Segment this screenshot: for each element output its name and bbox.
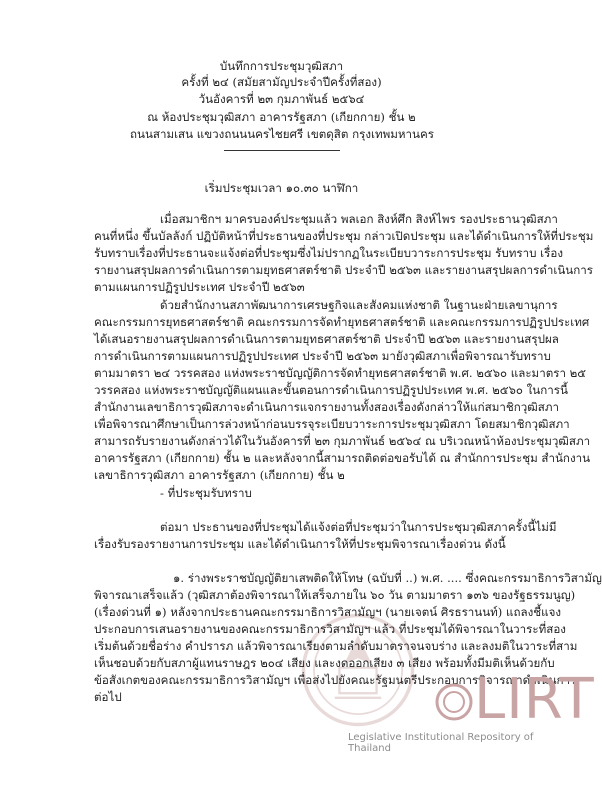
paragraph-2-line: วรรคสอง แห่งพระราชบัญญัติแผนและขั้นตอนการดำเนินการปฏิรูปประเทศ พ.ศ. ๒๕๖๐ ในการนี้	[94, 383, 568, 397]
venue-line: ณ ห้องประชุมวุฒิสภา อาคารรัฐสภา (เกียกกาย) ชั้น ๒	[147, 110, 416, 124]
item-1-line: ๑. ร่างพระราชบัญญัติยาเสพติดให้โทษ (ฉบับที่ ..) พ.ศ. .... ซึ่งคณะกรรมาธิการวิสามัญ	[173, 571, 602, 585]
acknowledged-note: - ที่ประชุมรับทราบ	[160, 486, 252, 500]
paragraph-2-line: ด้วยสำนักงานสภาพัฒนาการเศรษฐกิจและสังคมแห่งชาติ ในฐานะฝ่ายเลขานุการ	[160, 298, 558, 312]
paragraph-2-line: สามารถรับรายงานดังกล่าวได้ในวันอังคารที่ ๒๓ กุมภาพันธ์ ๒๕๖๔ ณ บริเวณหน้าห้องประชุมวุฒิสภา	[94, 434, 591, 448]
paragraph-3-line: ต่อมา ประธานของที่ประชุมได้แจ้งต่อที่ประชุมว่าในการประชุมวุฒิสภาครั้งนี้ไม่มี	[160, 520, 557, 534]
item-1-line: เห็นชอบด้วยกับสภาผู้แทนราษฎร ๒๐๔ เสียง และงดออกเสียง ๓ เสียง พร้อมทั้งมีมติเห็นด้วยกับ	[94, 656, 555, 670]
start-time: เริ่มประชุมเวลา ๑๐.๓๐ นาฬิกา	[204, 181, 359, 195]
lirt-wordmark: LIRT	[474, 667, 595, 732]
item-1-line: ต่อไป	[94, 690, 122, 704]
paragraph-1-line: เมื่อสมาชิกฯ มาครบองค์ประชุมแล้ว พลเอก สิงห์ศึก สิงห์ไพร รองประธานวุฒิสภา	[160, 212, 558, 226]
paragraph-2-line: เลขาธิการวุฒิสภา อาคารรัฐสภา (เกียกกาย) ชั้น ๒	[94, 468, 345, 482]
lirt-logo-icon	[434, 676, 474, 730]
item-1-line: เริ่มต้นด้วยชื่อร่าง คำปรารภ แล้วพิจารณาเรียงตามลำดับมาตราจนจบร่าง และลงมติในวาระที่สาม	[94, 639, 578, 653]
item-1-line: ประกอบการเสนอรายงานของคณะกรรมาธิการวิสามัญฯ แล้ว ที่ประชุมได้พิจารณาในวาระที่สอง	[94, 622, 566, 636]
item-1-line: พิจารณาเสร็จแล้ว (วุฒิสภาต้องพิจารณาให้เสร็จภายใน ๖๐ วัน ตามมาตรา ๑๓๖ ของรัฐธรรมนูญ)	[94, 588, 576, 602]
paragraph-2-line: การดำเนินการตามแผนการปฏิรูปประเทศ ประจำปี ๒๕๖๓ มายังวุฒิสภาเพื่อพิจารณารับทราบ	[94, 349, 551, 363]
paragraph-2-line: ตามมาตรา ๒๔ วรรคสอง แห่งพระราชบัญญัติการจัดทำยุทธศาสตร์ชาติ พ.ศ. ๒๕๖๐ และมาตรา ๒๕	[94, 366, 587, 380]
paragraph-1-line: รับทราบเรื่องที่ประธานจะแจ้งต่อที่ประชุมซึ่งไม่ปรากฏในระเบียบวาระการประชุม รับทราบ เรื่อง	[94, 246, 563, 260]
paragraph-2-line: สำนักงานเลขาธิการวุฒิสภาจะดำเนินการแจกรายงานทั้งสองเรื่องดังกล่าวให้แก่สมาชิกวุฒิสภา	[94, 400, 559, 414]
item-1-line: ข้อสังเกตของคณะกรรมาธิการวิสามัญฯ เพื่อส่งไปยังคณะรัฐมนตรีประกอบการพิจารณาดำเนินการ	[94, 673, 577, 687]
address-line: ถนนสามเสน แขวงถนนนครไชยศรี เขตดุสิต กรุงเทพมหานคร	[130, 127, 434, 141]
paragraph-1-line: รายงานสรุปผลการดำเนินการตามยุทธศาสตร์ชาติ ประจำปี ๒๕๖๓ และรายงานสรุปผลการดำเนินการ	[94, 263, 593, 277]
document-title: บันทึกการประชุมวุฒิสภา	[219, 59, 344, 73]
paragraph-2-line: อาคารรัฐสภา (เกียกกาย) ชั้น ๒ และหลังจากนี้สามารถติดต่อขอรับได้ ณ สำนักการประชุม สำนักงาน	[94, 451, 591, 465]
header-divider	[224, 150, 340, 151]
paragraph-2-line: ได้เสนอรายงานสรุปผลการดำเนินการตามยุทธศาสตร์ชาติ ประจำปี ๒๕๖๓ และรายงานสรุปผล	[94, 332, 559, 346]
item-1-line: (เรื่องด่วนที่ ๑) หลังจากประธานคณะกรรมาธิการวิสามัญฯ (นายเจตน์ ศิรธรานนท์) แถลงชี้แจง	[94, 605, 562, 619]
paragraph-2-line: คณะกรรมการยุทธศาสตร์ชาติ คณะกรรมการจัดทำยุทธศาสตร์ชาติ และคณะกรรมการปฏิรูปประเทศ	[94, 315, 590, 329]
paragraph-1-line: ตามแผนการปฏิรูปประเทศ ประจำปี ๒๕๖๓	[94, 280, 305, 294]
lirt-caption: Legislative Institutional Repository of Thailand	[348, 732, 534, 754]
paragraph-3-line: เรื่องรับรองรายงานการประชุม และได้ดำเนินการให้ที่ประชุมพิจารณาเรื่องด่วน ดังนี้	[94, 537, 506, 551]
paragraph-2-line: เพื่อพิจารณาศึกษาเป็นการล่วงหน้าก่อนบรรจุระเบียบวาระการประชุมวุฒิสภา โดยสมาชิกวุฒิสภา	[94, 417, 570, 431]
date-line: วันอังคารที่ ๒๓ กุมภาพันธ์ ๒๕๖๔	[198, 92, 365, 106]
session-line: ครั้งที่ ๒๔ (สมัยสามัญประจำปีครั้งที่สอง)	[181, 75, 382, 89]
paragraph-1-line: คนที่หนึ่ง ขึ้นบัลลังก์ ปฏิบัติหน้าที่ประธานของที่ประชุม กล่าวเปิดประชุม และได้ดำเนินการให้ที่ประชุม	[94, 229, 594, 243]
